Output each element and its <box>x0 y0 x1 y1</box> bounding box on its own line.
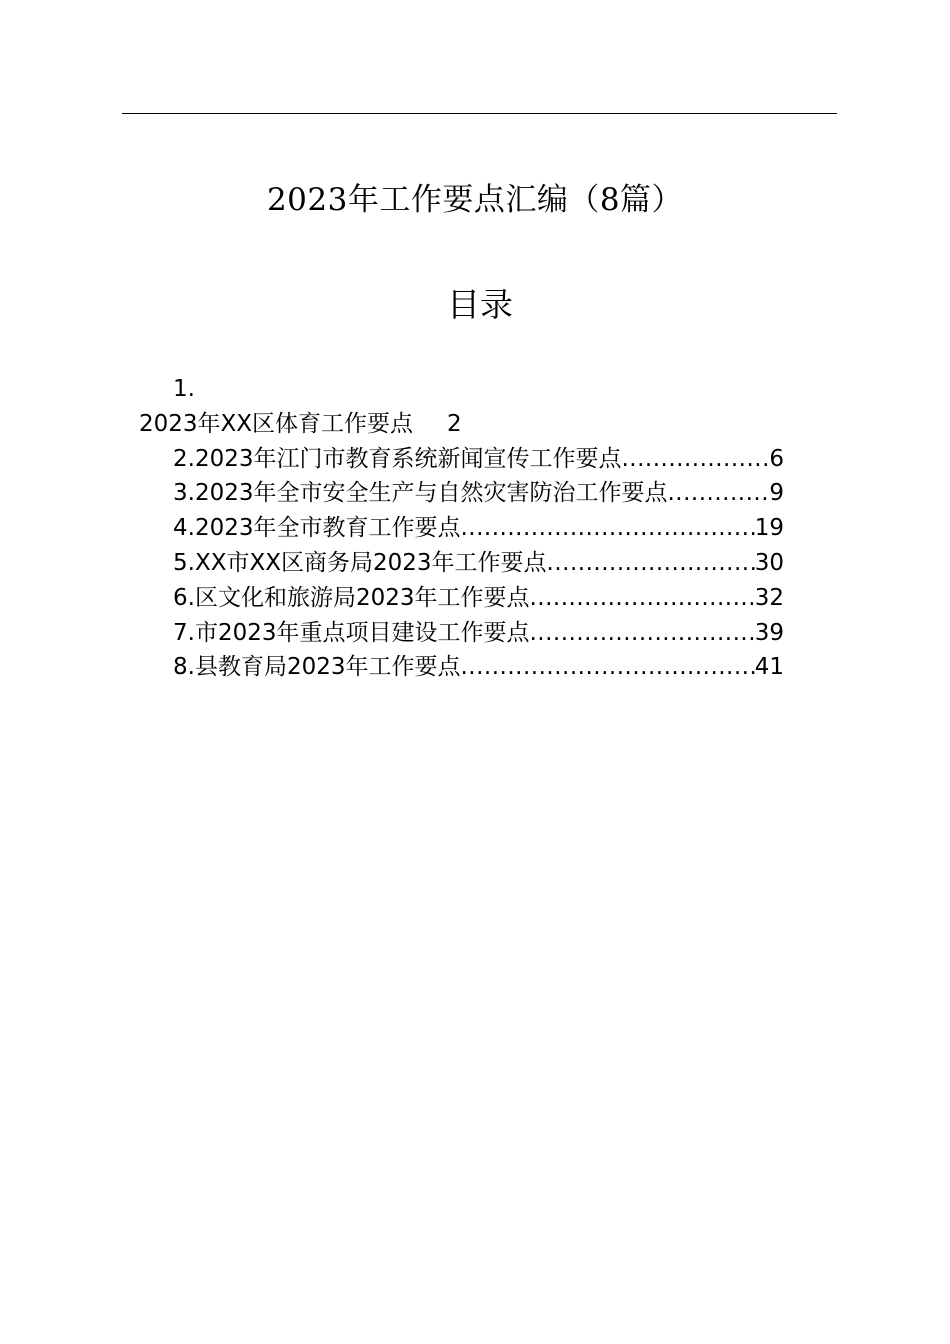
toc-entry-page: 32 <box>754 584 784 611</box>
toc-entry-3-line <box>0 476 950 511</box>
toc-entry-page: 41 <box>754 654 784 681</box>
toc-entry-page: 39 <box>754 619 784 646</box>
toc-dot-leader <box>529 581 754 616</box>
toc-entry-7-line <box>0 616 950 651</box>
toc-entry-title: 6.区文化和旅游局2023年工作要点 <box>173 584 530 611</box>
toc-entry-page: 9 <box>769 480 784 507</box>
toc-entry-1[interactable] <box>0 407 950 442</box>
toc-entry-title: 8.县教育局2023年工作要点 <box>173 654 461 681</box>
toc-entry-title: 2023年XX区体育工作要点 <box>139 410 414 437</box>
toc-entry-title: 7.市2023年重点项目建设工作要点 <box>173 619 530 646</box>
toc-heading: 目录 <box>447 285 513 324</box>
toc-entry-title: 5.XX市XX区商务局2023年工作要点 <box>173 549 547 576</box>
toc-entry-title: 3.2023年全市安全生产与自然灾害防治工作要点 <box>173 480 668 507</box>
toc-entry-5[interactable] <box>173 546 784 581</box>
toc-entry-6-line <box>0 581 950 616</box>
toc-dot-leader <box>667 476 769 511</box>
table-of-contents <box>0 372 950 685</box>
header-rule <box>122 113 837 114</box>
toc-entry-8-line <box>0 650 950 685</box>
toc-dot-leader <box>529 616 754 651</box>
toc-entry-title: 2.2023年江门市教育系统新闻宣传工作要点 <box>173 445 622 472</box>
toc-entry-number: 1. <box>173 376 195 402</box>
toc-entry-page: 2 <box>447 410 462 437</box>
toc-entry-1-number-line[interactable] <box>0 372 950 407</box>
document-title: 2023年工作要点汇编（8篇） <box>266 182 684 218</box>
toc-entry-page: 30 <box>754 549 784 576</box>
toc-entry-4[interactable] <box>173 511 784 546</box>
toc-entry-8[interactable] <box>173 650 784 685</box>
toc-entry-6[interactable] <box>173 581 784 616</box>
toc-entry-4-line <box>0 511 950 546</box>
toc-dot-leader <box>621 442 769 477</box>
toc-entry-page: 6 <box>769 445 784 472</box>
toc-entry-2[interactable] <box>173 442 784 477</box>
toc-entry-3[interactable] <box>173 476 784 511</box>
toc-entry-page: 19 <box>754 515 784 542</box>
toc-entry-title: 4.2023年全市教育工作要点 <box>173 515 461 542</box>
toc-entry-2-line <box>0 442 950 477</box>
toc-dot-leader <box>460 511 754 546</box>
toc-dot-leader <box>460 650 754 685</box>
toc-dot-leader <box>547 546 755 581</box>
toc-entry-5-line <box>0 546 950 581</box>
toc-entry-7[interactable] <box>173 616 784 651</box>
